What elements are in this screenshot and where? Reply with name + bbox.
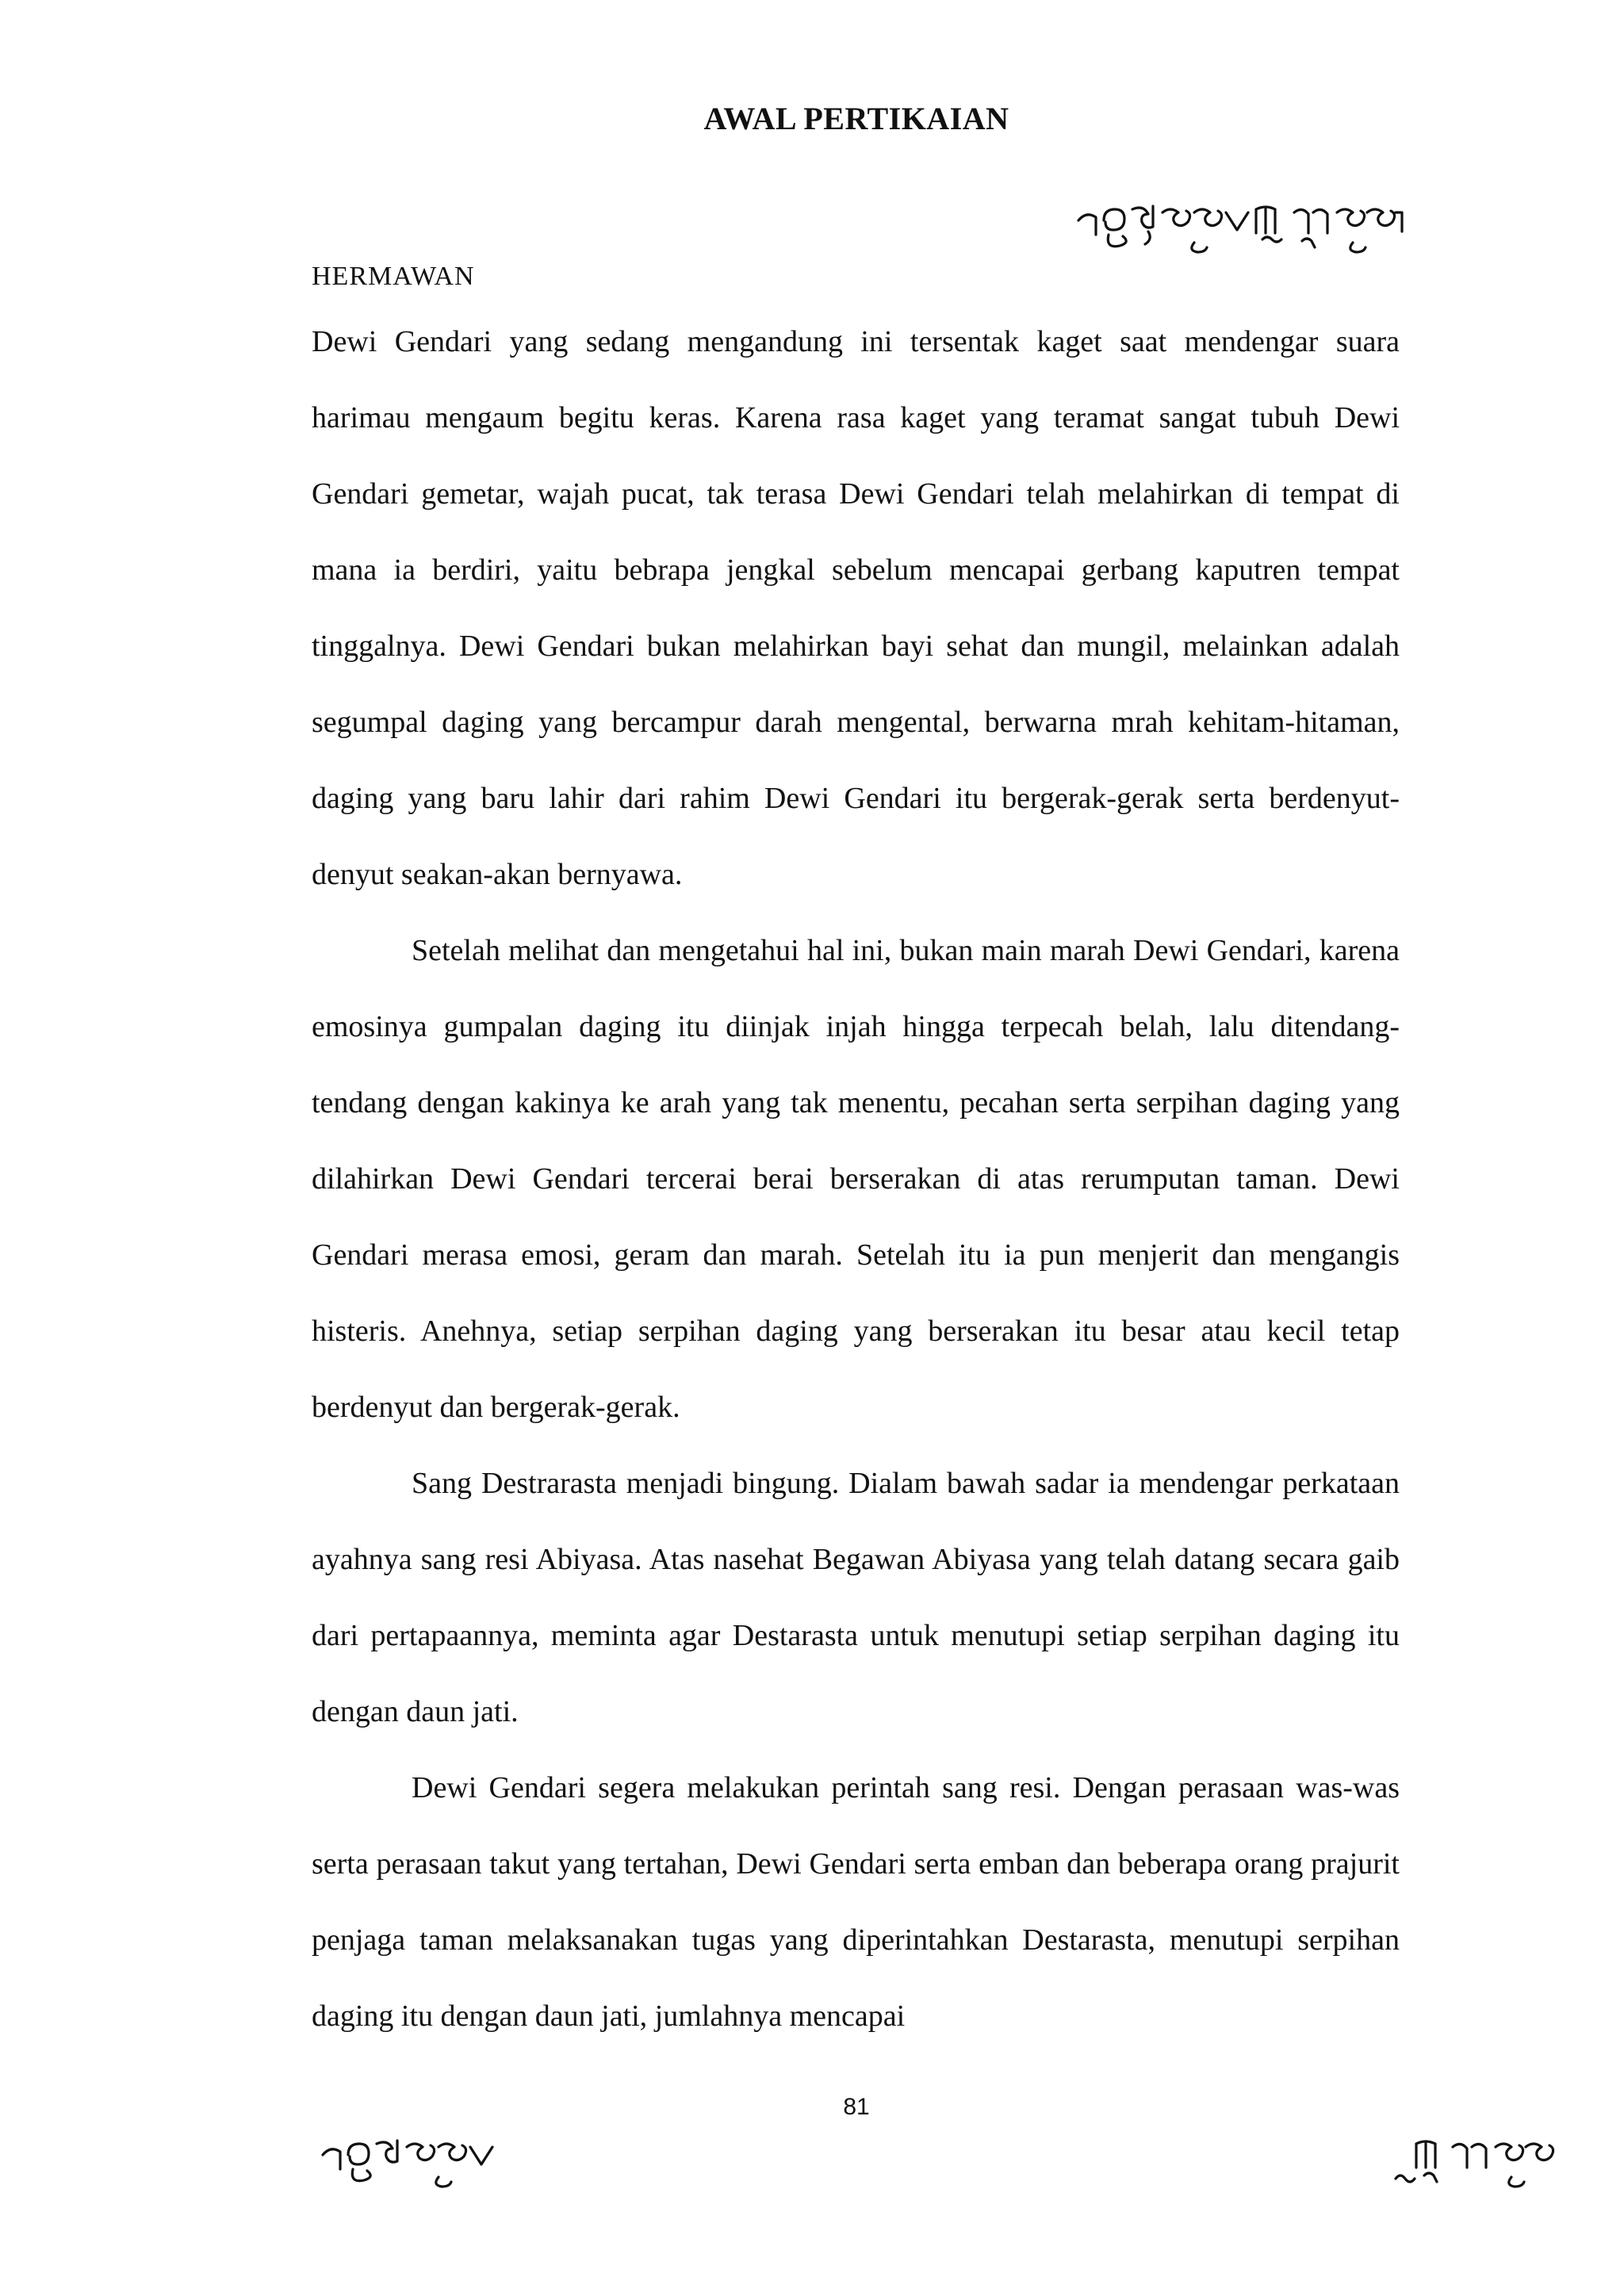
javanese-footer-right xyxy=(1392,2123,1559,2198)
page-number: 81 xyxy=(843,2094,870,2120)
author-name: HERMAWAN xyxy=(312,262,475,291)
paragraph: Sang Destrarasta menjadi bingung. Dialam bawah sadar ia mendengar perkataan ayahnya sang resi Abiyasa. Atas nasehat Begawan Abiyasa yang telah datang secara gaib dari pertapaannya, meminta agar Destarasta untuk menutupi setiap serpihan daging itu dengan daun jati. xyxy=(312,1467,1400,1728)
body-text xyxy=(312,304,1400,2054)
paragraph: Setelah melihat dan mengetahui hal ini, bukan main marah Dewi Gendari, karena emosinya gumpalan daging itu diinjak injah hingga terpecah belah, lalu ditendang-tendang dengan kakinya ke arah yang tak menentu, pecahan serta serpihan daging yang dilahirkan Dewi Gendari tercerai berai berserakan di atas rerumputan taman. Dewi Gendari merasa emosi, geram dan marah. Setelah itu ia pun menjerit dan mengangis histeris. Anehnya, setiap serpihan daging yang berserakan itu besar atau kecil tetap berdenyut dan bergerak-gerak. xyxy=(312,934,1400,1424)
javanese-header-right xyxy=(1075,189,1408,268)
paragraph: Dewi Gendari segera melakukan perintah sang resi. Dengan perasaan was-was serta perasaan takut yang tertahan, Dewi Gendari serta emban dan beberapa orang prajurit penjaga taman melaksanakan tugas yang diperintahkan Destarasta, menutupi serpihan daging itu dengan daun jati, jumlahnya mencapai xyxy=(312,1771,1400,2033)
javanese-footer-left xyxy=(320,2126,502,2198)
paragraph: Dewi Gendari yang sedang mengandung ini tersentak kaget saat mendengar suara harimau mengaum begitu keras. Karena rasa kaget yang teramat sangat tubuh Dewi Gendari gemetar, wajah pucat, tak terasa Dewi Gendari telah melahirkan di tempat di mana ia berdiri, yaitu bebrapa jengkal sebelum mencapai gerbang kaputren tempat tinggalnya. Dewi Gendari bukan melahirkan bayi sehat dan mungil, melainkan adalah segumpal daging yang bercampur darah mengental, berwarna mrah kehitam-hitaman, daging yang baru lahir dari rahim Dewi Gendari itu bergerak-gerak serta berdenyut-denyut seakan-akan bernyawa. xyxy=(312,325,1400,891)
page-title: AWAL PERTIKAIAN xyxy=(703,101,1009,136)
